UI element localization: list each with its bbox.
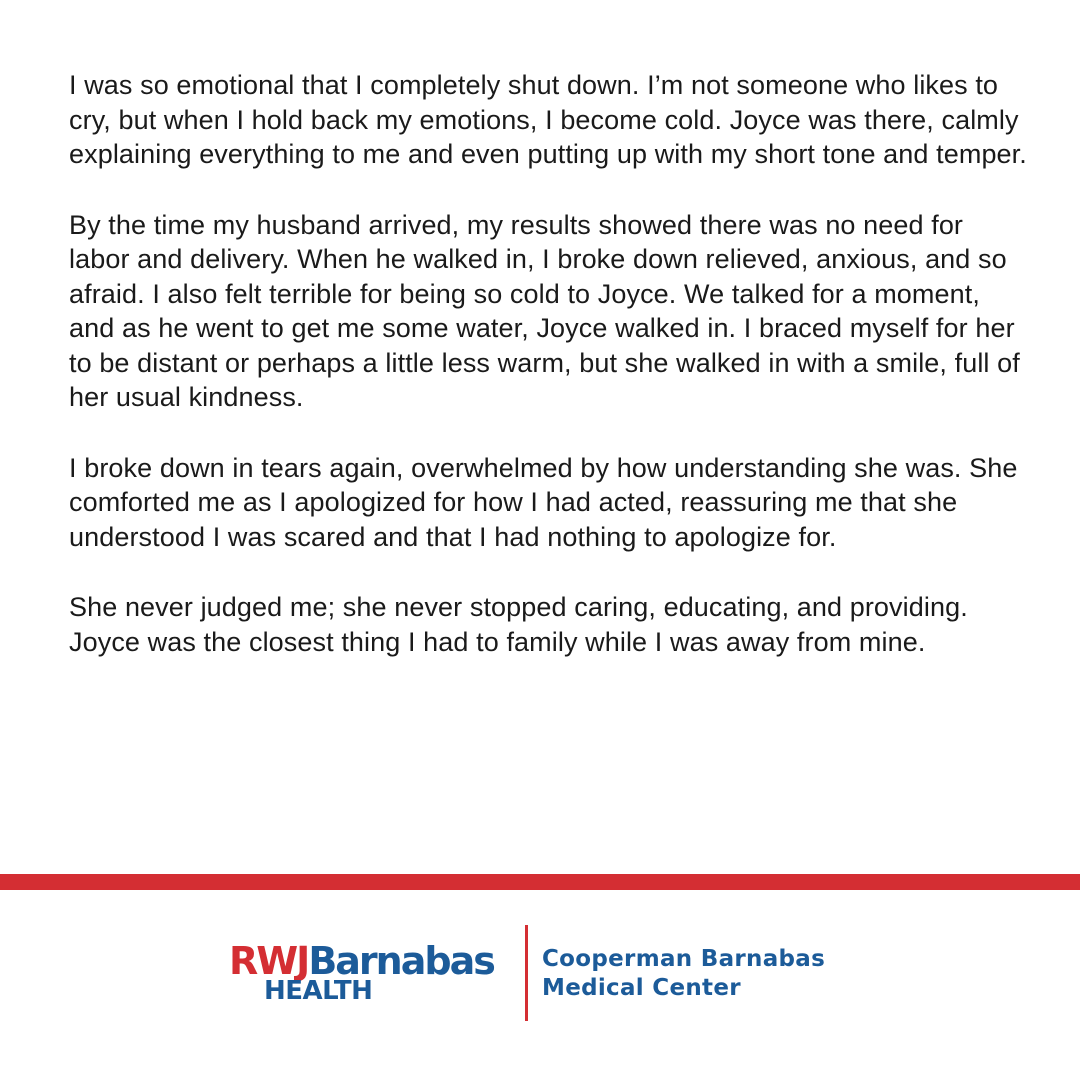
footer	[0, 890, 1080, 1080]
story-paragraph-3: I broke down in tears again, overwhelmed by how understanding she was. She comforted me as I apologized for how I had acted, reassuring me that she understood I was scared and that I had nothing to apologize for.	[69, 452, 1018, 552]
logo-divider	[525, 925, 528, 1021]
story-paragraph-4: She never judged me; she never stopped caring, educating, and providing. Joyce was the closest thing I had to family while I was away from mine.	[69, 592, 968, 657]
story-text	[69, 68, 1029, 695]
logo-wordmark	[229, 941, 494, 981]
logo-barnabas-text: Barnabas	[308, 939, 494, 983]
facility-name-line-1: Cooperman Barnabas	[542, 946, 826, 972]
logo-rwj-text: RWJ	[229, 939, 309, 983]
story-paragraph-2: By the time my husband arrived, my results showed there was no need for labor and delivery. When he walked in, I broke down relieved, anxious, and so afraid. I also felt terrible for being so cold to Joyce. We talked for a moment, and as he went to get me some water, Joyce walked in. I braced myself for her to be distant or perhaps a little less warm, but she walked in with a smile, full of her usual kindness.	[69, 209, 1020, 412]
logo-health-text: HEALTH	[264, 976, 373, 1006]
rwjbarnabas-health-logo	[229, 939, 511, 1006]
red-divider-bar	[0, 874, 1080, 890]
facility-name-line-2: Medical Center	[542, 975, 741, 1001]
story-paragraph-1: I was so emotional that I completely shut down. I’m not someone who likes to cry, but when I hold back my emotions, I become cold. Joyce was there, calmly explaining everything to me and even putting up with my short tone and temper.	[69, 70, 1027, 169]
facility-name	[542, 945, 825, 1003]
